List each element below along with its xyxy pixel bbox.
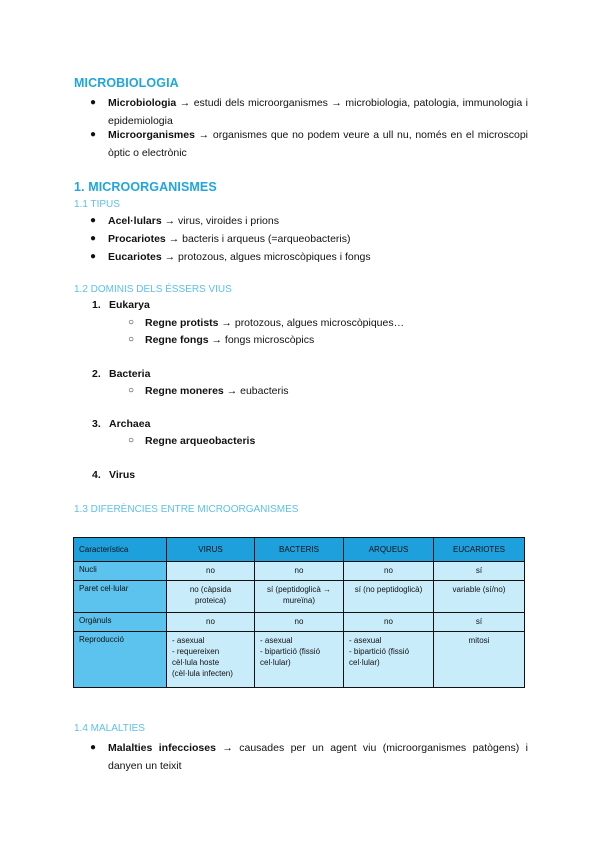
cell-line: - asexual — [172, 636, 205, 645]
definition: → causades per un agent viu (microorganismes patògens) i danyen un teixit — [108, 742, 528, 772]
table-cell — [255, 632, 344, 688]
hollow-circle-icon: ○ — [128, 317, 135, 328]
page-title: MICROBIOLOGIA — [74, 76, 179, 90]
definition: → protozous, algues microscòpiques i fongs — [161, 251, 371, 263]
hollow-circle-icon: ○ — [128, 334, 135, 345]
definition: → estudi dels microorganismes → microbiologia, patologia, immunologia i epidemiologia — [108, 97, 528, 127]
table-cell — [167, 562, 255, 581]
cell-line: variable (sí/no) — [452, 585, 506, 594]
cell-line: cel·lular) — [260, 658, 291, 667]
table-header: BACTERIS — [255, 538, 344, 562]
bullet-dot-icon: ● — [90, 215, 97, 226]
bullet-dot-icon: ● — [90, 251, 97, 262]
cell-line: no — [206, 566, 215, 575]
domain-number: 1. — [92, 299, 101, 311]
hollow-circle-icon: ○ — [128, 385, 135, 396]
domain-name: Virus — [109, 469, 136, 481]
table-cell — [255, 562, 344, 581]
table-cell — [344, 613, 434, 632]
table-cell — [167, 632, 255, 688]
definition: → virus, viroides i prions — [161, 215, 279, 227]
bullet-dot-icon: ● — [90, 129, 97, 140]
domain-name: Archaea — [109, 418, 151, 430]
bullet-dot-icon: ● — [90, 97, 97, 108]
cell-line: - requereixen — [172, 647, 220, 656]
row-label: Paret cel·lular — [74, 581, 167, 613]
kingdom-fongs — [128, 334, 315, 346]
table-row — [74, 632, 525, 688]
row-label: Orgànuls — [74, 613, 167, 632]
table-header: ARQUEUS — [344, 538, 434, 562]
table-cell — [255, 581, 344, 613]
cell-line: no — [384, 617, 393, 626]
kingdom-protists — [128, 317, 405, 329]
bullet-dot-icon: ● — [90, 233, 97, 244]
cell-line: - asexual — [260, 636, 293, 645]
table-cell — [434, 632, 525, 688]
domain-eukarya — [92, 299, 150, 311]
term: Regne fongs — [145, 334, 209, 346]
cell-line: no — [294, 617, 304, 626]
cell-line: no — [206, 617, 215, 626]
term: Regne moneres — [145, 385, 224, 397]
disease-item-infeccioses — [90, 739, 528, 775]
table-cell — [344, 581, 434, 613]
type-item-eucariotes — [90, 248, 528, 266]
table-header: EUCARIOTES — [434, 538, 525, 562]
table-cell — [344, 632, 434, 688]
term: Eucariotes — [108, 251, 162, 263]
term: Malalties infeccioses — [108, 742, 216, 754]
comparison-table — [73, 537, 525, 688]
cell-line: no — [294, 566, 304, 575]
type-item-procariotes — [90, 230, 528, 248]
table-cell — [434, 581, 525, 613]
domain-number: 2. — [92, 368, 101, 380]
subsection-heading-1-2: 1.2 DOMINIS DELS ÉSSERS VIUS — [74, 284, 232, 295]
definition: → organismes que no podem veure a ull nu, només en el microscopi òptic o electrònic — [108, 129, 528, 159]
domain-name: Eukarya — [109, 299, 150, 311]
table-header: Característica — [74, 538, 167, 562]
table-cell — [434, 613, 525, 632]
subsection-heading-1-1: 1.1 TIPUS — [74, 199, 120, 210]
cell-line: cèl·lula hoste — [172, 658, 220, 667]
domain-number: 3. — [92, 418, 101, 430]
domain-archaea — [92, 418, 150, 430]
cell-line: sí (peptidoglicà → — [266, 585, 332, 594]
cell-line: - bipartició (fissió — [349, 647, 410, 656]
cell-line: no (càpsida — [189, 585, 232, 594]
intro-item-microorganismes — [90, 126, 528, 162]
kingdom-arqueobacteris — [128, 435, 256, 447]
cell-line: sí — [475, 617, 483, 626]
table-header-row — [74, 538, 525, 562]
row-label: Nucli — [74, 562, 167, 581]
cell-line: sí (no peptidoglicà) — [354, 585, 423, 594]
table-header: VIRUS — [167, 538, 255, 562]
term: Procariotes — [108, 233, 166, 245]
term: Microbiologia — [108, 97, 177, 109]
table-cell — [167, 581, 255, 613]
domain-name: Bacteria — [109, 368, 151, 380]
definition: → eubacteris — [223, 385, 289, 397]
cell-line: cel·lular) — [349, 658, 380, 667]
term: Regne arqueobacteris — [145, 435, 256, 447]
cell-line: mureïna) — [282, 596, 315, 605]
hollow-circle-icon: ○ — [128, 435, 135, 446]
cell-line: no — [384, 566, 393, 575]
table-row — [74, 581, 525, 613]
row-label: Reproducció — [74, 632, 167, 688]
term: Microorganismes — [108, 129, 195, 141]
term: Acel·lulars — [108, 215, 162, 227]
cell-line: mitosi — [468, 636, 490, 645]
subsection-heading-1-3: 1.3 DIFERÈNCIES ENTRE MICROORGANISMES — [74, 504, 299, 515]
cell-line: sí — [475, 566, 483, 575]
type-item-acellulars — [90, 212, 528, 230]
cell-line: - bipartició (fissió — [260, 647, 321, 656]
definition: → fongs microscòpics — [208, 334, 315, 346]
table-cell — [167, 613, 255, 632]
section-heading-1: 1. MICROORGANISMES — [74, 180, 217, 194]
bullet-dot-icon: ● — [90, 742, 97, 753]
cell-line: - asexual — [349, 636, 382, 645]
definition: → bacteris i arqueus (=arqueobacteris) — [165, 233, 351, 245]
subsection-heading-1-4: 1.4 MALALTIES — [74, 723, 145, 734]
cell-line: (cèl·lula infecten) — [172, 669, 233, 678]
definition: → protozous, algues microscòpiques… — [218, 317, 405, 329]
table-row — [74, 613, 525, 632]
table-cell — [434, 562, 525, 581]
domain-virus — [92, 469, 135, 481]
domain-bacteria — [92, 368, 150, 380]
term: Regne protists — [145, 317, 219, 329]
table-cell — [255, 613, 344, 632]
table-cell — [344, 562, 434, 581]
table-row — [74, 562, 525, 581]
domain-number: 4. — [92, 469, 101, 481]
intro-item-microbiologia — [90, 94, 528, 130]
kingdom-moneres — [128, 385, 289, 397]
cell-line: proteica) — [194, 596, 227, 605]
